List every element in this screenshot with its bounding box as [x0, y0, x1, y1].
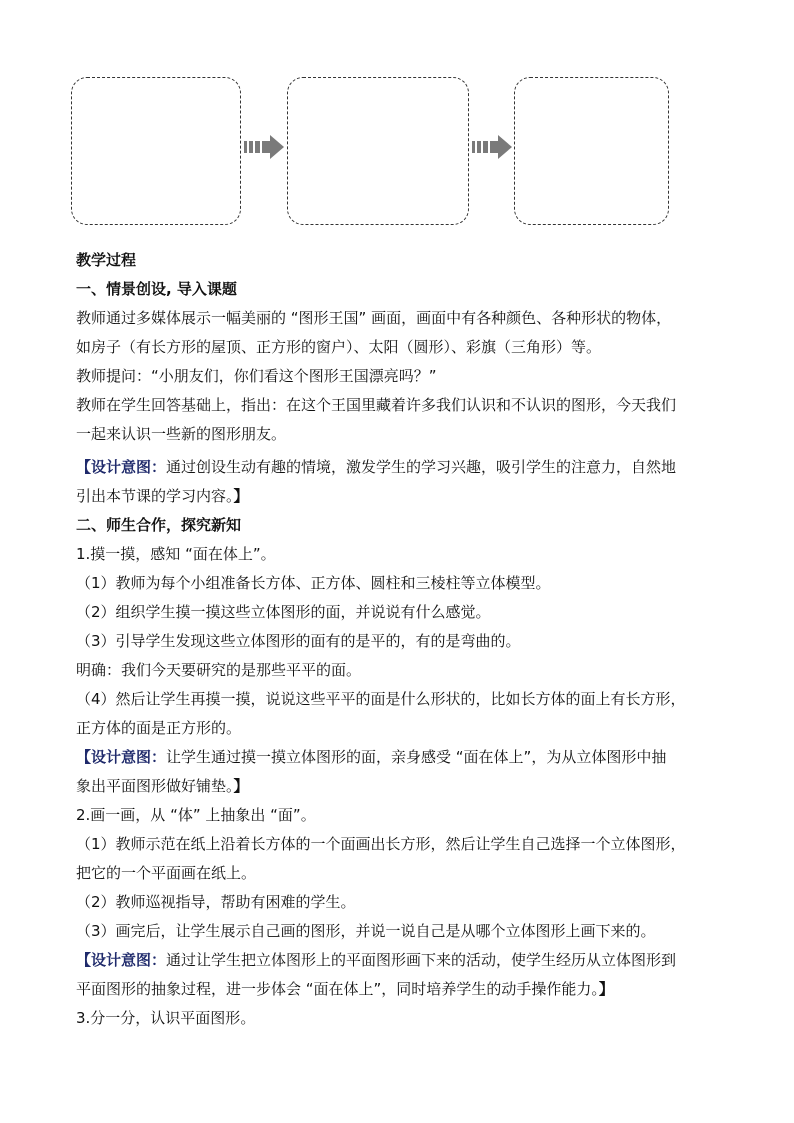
part1-heading: 一、情景创设, 导入课题 — [76, 280, 237, 298]
design-intent-label: 【设计意图： — [76, 951, 167, 969]
list-item: （2）组织学生摸一摸这些立体图形的面，并说说有什么感觉。 — [76, 603, 491, 621]
paragraph-line: 一起来认识一些新的图形朋友。 — [76, 425, 287, 443]
step2-title: 2.画一画，从 “体” 上抽象出 “面”。 — [76, 806, 316, 824]
list-item: （2）教师巡视指导，帮助有困难的学生。 — [76, 893, 356, 911]
paragraph-line: 教师通过多媒体展示一幅美丽的 “图形王国” 画面，画面中有各种颜色、各种形状的物体， — [76, 309, 672, 327]
design-intent-note — [76, 743, 720, 772]
list-item: 明确：我们今天要研究的是那些平平的面。 — [76, 661, 362, 679]
step1-title: 1.摸一摸，感知 “面在体上”。 — [76, 545, 276, 563]
step3-title: 3.分一分，认识平面图形。 — [76, 1009, 256, 1027]
list-item: （1）教师为每个小组准备长方体、正方体、圆柱和三棱柱等立体模型。 — [76, 574, 551, 592]
design-intent-note-cont — [76, 482, 720, 511]
paragraph-line: 如房子（有长方形的屋顶、正方形的窗户）、太阳（圆形）、彩旗（三角形）等。 — [76, 338, 602, 356]
striped-arrow-icon — [244, 135, 284, 159]
section-title: 教学过程 — [76, 251, 137, 269]
list-item: 把它的一个平面画在纸上。 — [76, 864, 257, 882]
flow-box-2 — [287, 77, 469, 225]
note-text: 象出平面图形做好铺垫。 — [76, 777, 234, 795]
note-text: 引出本节课的学习内容。 — [76, 487, 234, 505]
flow-box-1 — [71, 77, 241, 225]
paragraph-line: 教师提问：“小朋友们，你们看这个图形王国漂亮吗？” — [76, 367, 437, 385]
flow-box-3 — [514, 77, 669, 225]
note-close: 】 — [233, 487, 249, 505]
part2-heading: 二、师生合作，探究新知 — [76, 516, 242, 534]
note-close: 】 — [233, 777, 249, 795]
lesson-document — [76, 246, 720, 1033]
list-item: 正方体的面是正方形的。 — [76, 719, 242, 737]
design-intent-label: 【设计意图： — [76, 748, 167, 766]
note-text: 让学生通过摸一摸立体图形的面，亲身感受 “面在体上”，为从立体图形中抽 — [166, 748, 667, 766]
design-intent-note-cont — [76, 772, 720, 801]
note-close: 】 — [598, 980, 614, 998]
design-intent-note — [76, 453, 720, 482]
list-item: （4）然后让学生再摸一摸，说说这些平平的面是什么形状的，比如长方体的面上有长方形， — [76, 690, 686, 708]
striped-arrow-icon — [472, 135, 512, 159]
list-item: （3）引导学生发现这些立体图形的面有的是平的，有的是弯曲的。 — [76, 632, 521, 650]
design-intent-label: 【设计意图： — [76, 458, 167, 476]
list-item: （3）画完后，让学生展示自己画的图形，并说一说自己是从哪个立体图形上画下来的。 — [76, 922, 656, 940]
note-text: 通过让学生把立体图形上的平面图形画下来的活动，使学生经历从立体图形到 — [166, 951, 677, 969]
list-item: （1）教师示范在纸上沿着长方体的一个面画出长方形，然后让学生自己选择一个立体图形， — [76, 835, 686, 853]
design-intent-note-cont — [76, 975, 720, 1004]
note-text: 通过创设生动有趣的情境，激发学生的学习兴趣，吸引学生的注意力，自然地 — [166, 458, 677, 476]
note-text: 平面图形的抽象过程，进一步体会 “面在体上”，同时培养学生的动手操作能力。 — [76, 980, 599, 998]
paragraph-line: 教师在学生回答基础上，指出：在这个王国里藏着许多我们认识和不认识的图形，今天我们 — [76, 396, 677, 414]
design-intent-note — [76, 946, 720, 975]
